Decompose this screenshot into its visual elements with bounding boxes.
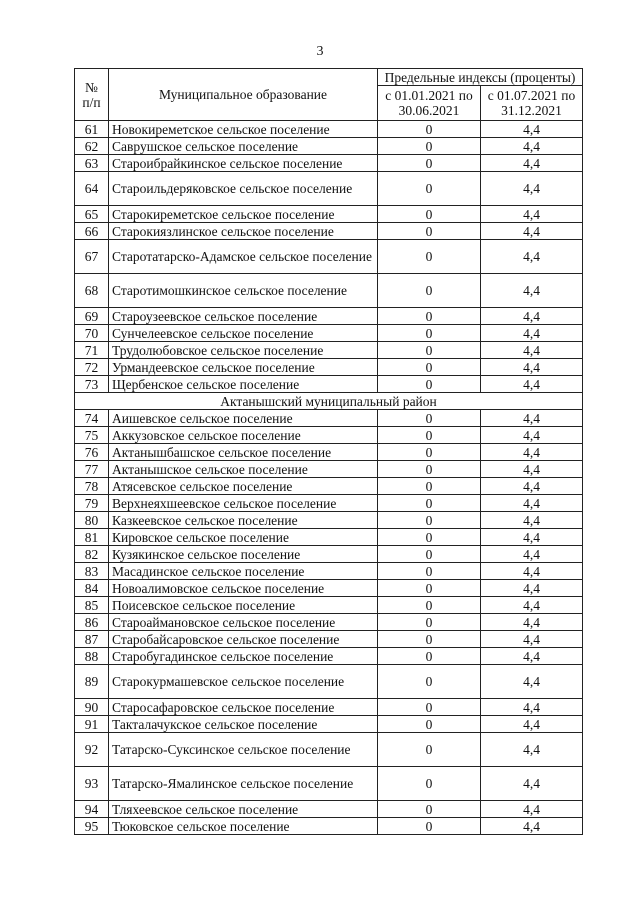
row-number: 66 [75,223,109,240]
municipality-name: Староаймановское сельское поселение [109,614,378,631]
index-period-2: 4,4 [481,563,583,580]
index-period-2: 4,4 [481,359,583,376]
table-row [75,614,583,631]
index-period-2: 4,4 [481,240,583,274]
index-period-2: 4,4 [481,410,583,427]
row-number: 64 [75,172,109,206]
row-number: 76 [75,444,109,461]
row-number: 88 [75,648,109,665]
index-period-1: 0 [378,478,481,495]
table-row [75,410,583,427]
index-period-1: 0 [378,461,481,478]
index-period-2: 4,4 [481,461,583,478]
index-period-2: 4,4 [481,138,583,155]
index-period-2: 4,4 [481,818,583,835]
table-row [75,801,583,818]
table-row [75,376,583,393]
header-indexes: Предельные индексы (проценты) [378,69,583,86]
municipality-name: Татарско-Ямалинское сельское поселение [109,767,378,801]
municipality-name: Трудолюбовское сельское поселение [109,342,378,359]
municipality-name: Щербенское сельское поселение [109,376,378,393]
table-row [75,478,583,495]
table-row [75,308,583,325]
row-number: 95 [75,818,109,835]
municipality-name: Староибрайкинское сельское поселение [109,155,378,172]
table-row [75,529,583,546]
index-period-1: 0 [378,308,481,325]
index-period-1: 0 [378,274,481,308]
row-number: 82 [75,546,109,563]
index-period-2: 4,4 [481,376,583,393]
table-row [75,223,583,240]
municipality-name: Кировское сельское поселение [109,529,378,546]
row-number: 80 [75,512,109,529]
row-number: 89 [75,665,109,699]
municipality-name: Старотатарско-Адамское сельское поселение [109,240,378,274]
index-period-2: 4,4 [481,325,583,342]
table-row [75,699,583,716]
table-row [75,138,583,155]
row-number: 81 [75,529,109,546]
table-row [75,648,583,665]
table-row [75,427,583,444]
table-row [75,716,583,733]
index-period-1: 0 [378,155,481,172]
row-number: 79 [75,495,109,512]
row-number: 90 [75,699,109,716]
table-row [75,580,583,597]
index-period-1: 0 [378,512,481,529]
district-name: Актанышский муниципальный район [75,393,583,410]
index-period-2: 4,4 [481,444,583,461]
index-period-2: 4,4 [481,172,583,206]
row-number: 63 [75,155,109,172]
municipality-name: Актанышбашское сельское поселение [109,444,378,461]
index-period-2: 4,4 [481,155,583,172]
municipality-name: Старобугадинское сельское поселение [109,648,378,665]
index-period-2: 4,4 [481,495,583,512]
municipality-name: Старокурмашевское сельское поселение [109,665,378,699]
index-period-1: 0 [378,359,481,376]
index-period-1: 0 [378,172,481,206]
municipality-name: Старокиязлинское сельское поселение [109,223,378,240]
municipality-name: Старосафаровское сельское поселение [109,699,378,716]
index-period-2: 4,4 [481,427,583,444]
table-row [75,597,583,614]
index-period-1: 0 [378,767,481,801]
row-number: 84 [75,580,109,597]
index-period-1: 0 [378,546,481,563]
index-period-2: 4,4 [481,580,583,597]
row-number: 91 [75,716,109,733]
header-num: № п/п [75,69,109,121]
index-period-1: 0 [378,206,481,223]
row-number: 93 [75,767,109,801]
municipality-name: Сунчелеевское сельское поселение [109,325,378,342]
municipality-name: Татарско-Суксинское сельское поселение [109,733,378,767]
page-number: 3 [316,44,324,59]
index-period-1: 0 [378,410,481,427]
municipality-name: Старобайсаровское сельское поселение [109,631,378,648]
municipality-name: Атясевское сельское поселение [109,478,378,495]
index-period-1: 0 [378,648,481,665]
row-number: 86 [75,614,109,631]
table-row [75,495,583,512]
row-number: 68 [75,274,109,308]
index-period-1: 0 [378,223,481,240]
index-period-1: 0 [378,614,481,631]
row-number: 65 [75,206,109,223]
index-period-1: 0 [378,818,481,835]
index-period-1: 0 [378,495,481,512]
index-period-1: 0 [378,631,481,648]
row-number: 77 [75,461,109,478]
index-period-1: 0 [378,427,481,444]
index-period-1: 0 [378,597,481,614]
table-row [75,359,583,376]
index-period-2: 4,4 [481,648,583,665]
table-row [75,733,583,767]
row-number: 75 [75,427,109,444]
municipality-name: Новокиреметское сельское поселение [109,121,378,138]
municipality-name: Тюковское сельское поселение [109,818,378,835]
municipality-name: Урмандеевское сельское поселение [109,359,378,376]
municipality-name: Аккузовское сельское поселение [109,427,378,444]
index-period-1: 0 [378,240,481,274]
row-number: 70 [75,325,109,342]
table-header [75,69,583,121]
table-row [75,274,583,308]
municipality-name: Актанышское сельское поселение [109,461,378,478]
row-number: 94 [75,801,109,818]
index-period-2: 4,4 [481,767,583,801]
table-row [75,631,583,648]
row-number: 69 [75,308,109,325]
table-row [75,461,583,478]
index-period-2: 4,4 [481,121,583,138]
table-row [75,512,583,529]
header-period-1: с 01.01.2021 по 30.06.2021 [378,86,481,121]
row-number: 62 [75,138,109,155]
row-number: 83 [75,563,109,580]
table-row [75,121,583,138]
municipality-name: Новоалимовское сельское поселение [109,580,378,597]
table-row [75,818,583,835]
table-row [75,155,583,172]
index-period-1: 0 [378,665,481,699]
table-body [75,121,583,835]
index-period-2: 4,4 [481,206,583,223]
table-row [75,444,583,461]
row-number: 87 [75,631,109,648]
municipality-name: Такталачукское сельское поселение [109,716,378,733]
index-period-2: 4,4 [481,223,583,240]
municipality-name: Кузякинское сельское поселение [109,546,378,563]
header-period-2: с 01.07.2021 по 31.12.2021 [481,86,583,121]
index-period-2: 4,4 [481,512,583,529]
row-number: 72 [75,359,109,376]
index-period-1: 0 [378,342,481,359]
row-number: 71 [75,342,109,359]
index-period-2: 4,4 [481,597,583,614]
table-row [75,563,583,580]
table-row [75,665,583,699]
index-period-2: 4,4 [481,801,583,818]
municipality-name: Масадинское сельское поселение [109,563,378,580]
municipality-name: Поисевское сельское поселение [109,597,378,614]
index-period-2: 4,4 [481,665,583,699]
municipality-name: Казкеевское сельское поселение [109,512,378,529]
table-row [75,546,583,563]
row-number: 73 [75,376,109,393]
index-period-1: 0 [378,325,481,342]
index-period-1: 0 [378,121,481,138]
index-period-2: 4,4 [481,546,583,563]
index-period-1: 0 [378,138,481,155]
municipality-name: Старокиреметское сельское поселение [109,206,378,223]
row-number: 78 [75,478,109,495]
municipality-name: Саврушское сельское поселение [109,138,378,155]
index-period-2: 4,4 [481,342,583,359]
row-number: 67 [75,240,109,274]
index-period-1: 0 [378,699,481,716]
index-period-1: 0 [378,733,481,767]
table-row [75,342,583,359]
index-period-2: 4,4 [481,478,583,495]
municipality-name: Старотимошкинское сельское поселение [109,274,378,308]
index-period-2: 4,4 [481,631,583,648]
municipality-name: Аишевское сельское поселение [109,410,378,427]
index-period-2: 4,4 [481,274,583,308]
municipality-name: Староузеевское сельское поселение [109,308,378,325]
index-period-2: 4,4 [481,308,583,325]
index-period-2: 4,4 [481,716,583,733]
row-number: 85 [75,597,109,614]
table-row [75,325,583,342]
municipality-name: Староильдеряковское сельское поселение [109,172,378,206]
row-number: 74 [75,410,109,427]
index-period-1: 0 [378,801,481,818]
index-period-1: 0 [378,444,481,461]
index-period-2: 4,4 [481,699,583,716]
header-municipality: Муниципальное образование [109,69,378,121]
table-row [75,206,583,223]
municipality-name: Тляхеевское сельское поселение [109,801,378,818]
index-period-2: 4,4 [481,529,583,546]
table-row [75,240,583,274]
index-period-1: 0 [378,563,481,580]
row-number: 92 [75,733,109,767]
table-row [75,767,583,801]
index-period-1: 0 [378,529,481,546]
municipality-name: Верхнеяхшеевское сельское поселение [109,495,378,512]
index-table [74,68,583,835]
district-row [75,393,583,410]
index-period-2: 4,4 [481,733,583,767]
table-row [75,172,583,206]
index-period-2: 4,4 [481,614,583,631]
index-period-1: 0 [378,580,481,597]
row-number: 61 [75,121,109,138]
index-period-1: 0 [378,376,481,393]
index-period-1: 0 [378,716,481,733]
